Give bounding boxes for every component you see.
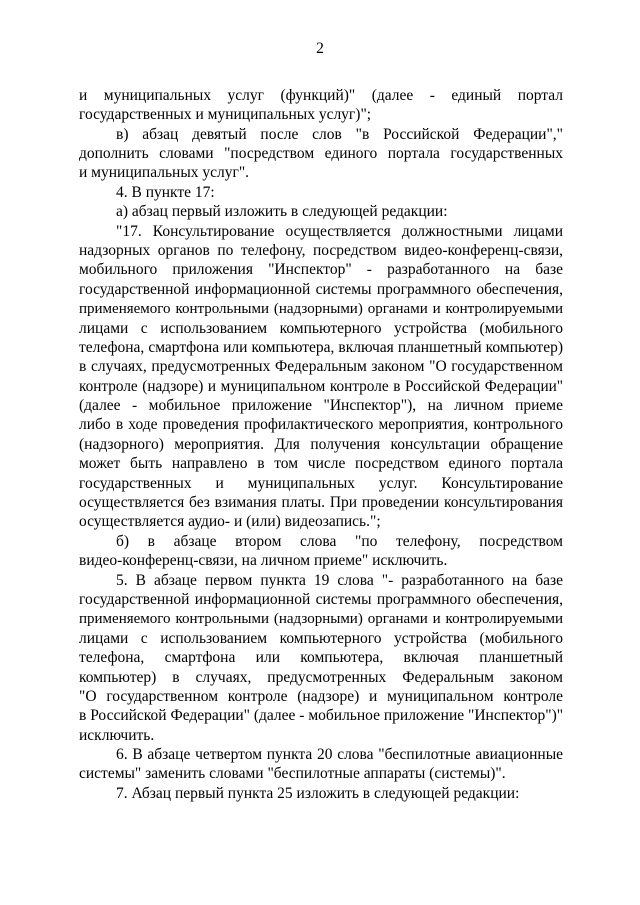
text-line: исключить. [79, 727, 155, 744]
text-line: системы" заменить словами "беспилотные аппараты (системы)". [79, 765, 506, 782]
text-line: 5. В абзаце первом пункта 19 слова "- разработанного на базе [116, 572, 563, 589]
text-line: государственных и муниципальных услуг. Консультирование [79, 475, 563, 492]
text-line: в случаях, предусмотренных Федеральным законом "О государственном [79, 358, 563, 375]
text-line: лицами с использованием компьютерного устройства (мобильного [79, 630, 563, 647]
text-line: лицами с использованием компьютерного устройства (мобильного [79, 320, 563, 337]
text-line: осуществляется аудио- и (или) видеозапись."; [79, 513, 381, 530]
text-line: применяемого контрольными (надзорными) органами и контролируемыми [79, 611, 563, 627]
text-line: телефона, смартфона или компьютера, включая планшетный [79, 649, 563, 666]
text-line: (надзорного) мероприятия. Для получения консультации обращение [79, 436, 563, 453]
text-line: видео-конференц-связи, на личном приеме" исключить. [79, 552, 448, 569]
text-line: телефона, смартфона или компьютера, включая планшетный компьютер) [79, 339, 563, 356]
text-line: (далее - мобильное приложение "Инспектор"), на личном приеме [79, 397, 563, 414]
text-line: 6. В абзаце четвертом пункта 20 слова "беспилотные авиационные [116, 746, 563, 763]
text-line: либо в ходе проведения профилактического мероприятия, контрольного [79, 416, 563, 433]
text-line: а) абзац первый изложить в следующей редакции: [116, 203, 448, 220]
text-line: в) абзац девятый после слов "в Российской Федерации"," [116, 126, 563, 143]
text-line: мобильного приложения "Инспектор" - разработанного на базе [79, 261, 563, 278]
text-line: 4. В пункте 17: [116, 184, 215, 201]
text-line: надзорных органов по телефону, посредством видео-конференц-связи, [79, 242, 563, 259]
text-line: б) в абзаце втором слова "по телефону, посредством [116, 533, 563, 550]
text-line: и муниципальных услуг (функций)" (далее - единый портал [79, 87, 563, 104]
text-line: государственной информационной системы программного обеспечения, [79, 591, 563, 608]
text-line: осуществляется без взимания платы. При проведении консультирования [79, 494, 563, 511]
text-line: "О государственном контроле (надзоре) и муниципальном контроле [79, 688, 563, 705]
text-line: компьютер) в случаях, предусмотренных Федеральным законом [79, 669, 563, 686]
text-line: дополнить словами "посредством единого портала государственных [79, 145, 563, 162]
text-line: "17. Консультирование осуществляется должностными лицами [116, 223, 563, 240]
text-line: 7. Абзац первый пункта 25 изложить в следующей редакции: [116, 785, 520, 802]
text-line: применяемого контрольными (надзорными) органами и контролируемыми [79, 301, 563, 317]
text-line: и муниципальных услуг". [79, 164, 250, 181]
text-line: государственных и муниципальных услуг)"; [79, 106, 372, 123]
text-line: может быть направлено в том числе посредством единого портала [79, 455, 563, 472]
text-line: контроле (надзоре) и муниципальном контроле в Российской Федерации" [79, 378, 563, 395]
text-line: в Российской Федерации" (далее - мобильное приложение "Инспектор")" [79, 707, 564, 724]
text-line: государственной информационной системы программного обеспечения, [79, 281, 563, 298]
page-number: 2 [316, 40, 324, 57]
